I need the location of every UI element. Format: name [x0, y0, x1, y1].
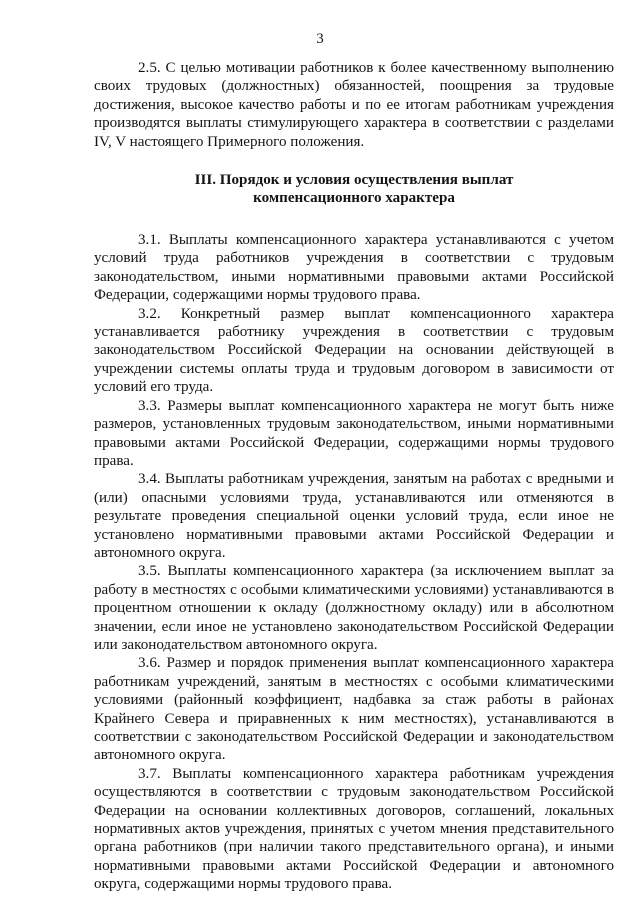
page-number: 3	[316, 31, 324, 47]
paragraph-3-5: 3.5. Выплаты компенсационного характера (за исключением выплат за работу в местностях с особыми климатическими условиями) устанавливаются в процентном отношении к окладу (должностному окладу) или в абсолютном значении, если иное не установлено законодательством Российской Федерации или законодательством автономного округа.	[94, 563, 614, 653]
section-heading-line-1: III. Порядок и условия осуществления выплат	[194, 172, 514, 189]
paragraph-2-5: 2.5. С целью мотивации работников к более качественному выполнению своих трудовых (должностных) обязанностей, поощрения за трудовые достижения, высокое качество работы и по ее итогам работникам учреждения производятся выплаты стимулирующего характера в соответствии с разделами IV, V настоящего Примерного положения.	[94, 60, 614, 150]
paragraph-3-6: 3.6. Размер и порядок применения выплат компенсационного характера работникам учреждений, занятым в местностях с особыми климатическими условиями (районный коэффициент, надбавка за стаж работы в районах Крайнего Севера и приравненных к ним местностях), устанавливаются в соответствии с законодательством Российской Федерации и законодательством автономного округа.	[94, 655, 614, 764]
document-body	[94, 59, 614, 894]
section-heading	[94, 171, 614, 207]
section-heading-line-2: компенсационного характера	[253, 190, 455, 207]
paragraph-3-4: 3.4. Выплаты работникам учреждения, занятым на работах с вредными и (или) опасными условиями труда, устанавливаются или отменяются в результате проведения специальной оценки условий труда, если иное не установлено нормативными правовыми актами Российской Федерации и автономного округа.	[94, 471, 614, 561]
paragraph-3-7: 3.7. Выплаты компенсационного характера работникам учреждения осуществляются в соответствии с трудовым законодательством Российской Федерации на основании коллективных договоров, соглашений, локальных нормативных актов учреждения, принятых с учетом мнения представительного органа работников (при наличии такого представительного органа), и иными нормативными правовыми актами Российской Федерации и автономного округа, содержащими нормы трудового права.	[94, 765, 614, 893]
paragraph-3-2: 3.2. Конкретный размер выплат компенсационного характера устанавливается работнику учреждения в соответствии с трудовым законодательством Российской Федерации на основании действующей в учреждении системы оплаты труда и трудовым договором в зависимости от условий его труда.	[94, 305, 614, 396]
paragraph-3-1: 3.1. Выплаты компенсационного характера устанавливаются с учетом условий труда работников учреждения в соответствии с трудовым законодательством, иными нормативными правовыми актами Российской Федерации, содержащими нормы трудового права.	[94, 232, 614, 304]
paragraph-3-3: 3.3. Размеры выплат компенсационного характера не могут быть ниже размеров, установленных трудовым законодательством, иными нормативными правовыми актами Российской Федерации, содержащими нормы трудового права.	[94, 397, 614, 469]
